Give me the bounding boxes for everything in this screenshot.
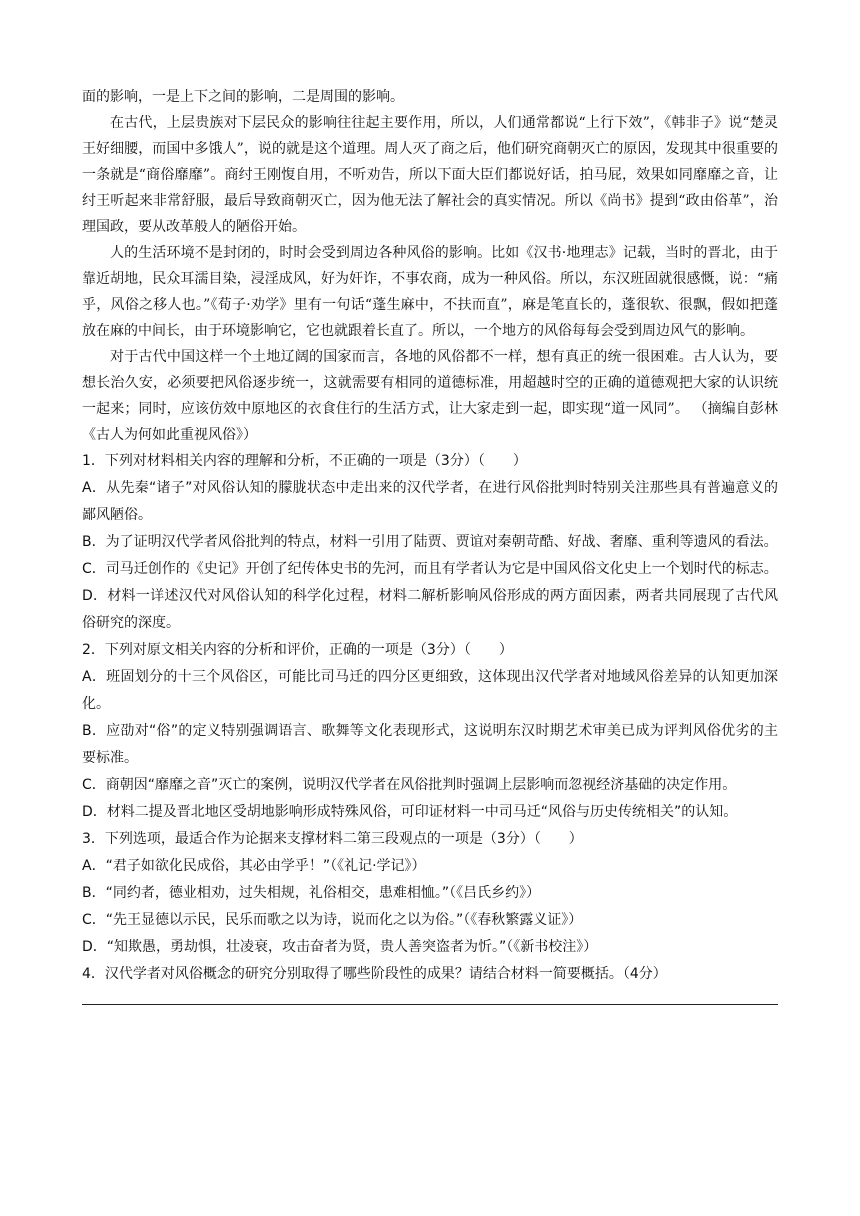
question-1 (82, 448, 778, 637)
option-c[interactable]: C．司马迁创作的《史记》开创了纪传体史书的先河，而且有学者认为它是中国风俗文化史上一个划时代的标志。 (82, 561, 778, 577)
option-a[interactable]: A．从先秦“诸子”对风俗认知的朦胧状态中走出来的汉代学者，在进行风俗批判时特别关注那些具有普遍意义的鄙风陋俗。 (82, 480, 778, 523)
option-b[interactable]: B．应劭对“俗”的定义特别强调语言、歌舞等文化表现形式，这说明东汉时期艺术审美已成为评判风俗优劣的主要标准。 (82, 723, 778, 766)
question-stem: 4．汉代学者对风俗概念的研究分别取得了哪些阶段性的成果？请结合材料一简要概括。（4分） (82, 966, 667, 982)
question-stem: 2．下列对原文相关内容的分析和评价，正确的一项是（3分）（ ） (82, 642, 513, 658)
option-d[interactable]: D．材料一详述汉代对风俗认知的科学化过程，材料二解析影响风俗形成的两方面因素，两者共同展现了古代风俗研究的深度。 (82, 588, 778, 631)
question-2 (82, 637, 778, 826)
option-a[interactable]: A．班固划分的十三个风俗区，可能比司马迁的四分区更细致，这体现出汉代学者对地域风俗差异的认知更加深化。 (82, 669, 778, 712)
passage-paragraph: 人的生活环境不是封闭的，时时会受到周边各种风俗的影响。比如《汉书·地理志》记载，当时的晋北，由于靠近胡地，民众耳濡目染，浸淫成风，好为奸诈，不事农商，成为一种风俗。所以，东汉班固就很感慨，说：“痛乎，风俗之移人也。”《荀子·劝学》里有一句话“蓬生麻中，不扶而直”，麻是笔直长的，蓬很软、很飘，假如把蓬放在麻的中间长，由于环境影响它，它也就跟着长直了。所以，一个地方的风俗每每会受到周边风气的影响。 (82, 245, 778, 339)
passage-paragraph: 面的影响，一是上下之间的影响，二是周围的影响。 (82, 89, 404, 105)
reading-passage (82, 84, 778, 448)
option-b[interactable]: B．为了证明汉代学者风俗批判的特点，材料一引用了陆贾、贾谊对秦朝苛酷、好战、奢靡、重利等遗风的看法。 (82, 534, 778, 550)
question-3 (82, 826, 778, 961)
answer-line[interactable] (82, 1004, 778, 1005)
question-4 (82, 961, 778, 1005)
option-c[interactable]: C．商朝因“靡靡之音”灭亡的案例，说明汉代学者在风俗批判时强调上层影响而忽视经济基础的决定作用。 (82, 777, 737, 793)
question-stem: 3．下列选项，最适合作为论据来支撑材料二第三段观点的一项是（3分）（ ） (82, 831, 583, 847)
option-c[interactable]: C．“先王显德以示民，民乐而歌之以为诗，说而化之以为俗。”（《春秋繁露义证》） (82, 912, 583, 928)
question-stem: 1．下列对材料相关内容的理解和分析，不正确的一项是（3分）（ ） (82, 453, 527, 469)
option-d[interactable]: D．材料二提及晋北地区受胡地影响形成特殊风俗，可印证材料一中司马迁“风俗与历史传统相关”的认知。 (82, 804, 738, 820)
passage-paragraph: 对于古代中国这样一个土地辽阔的国家而言，各地的风俗都不一样，想有真正的统一很困难。古人认为，要想长治久安，必须要把风俗逐步统一，这就需要有相同的道德标准，用超越时空的正确的道德观把大家的认识统一起来；同时，应该仿效中原地区的衣食住行的生活方式，让大家走到一起，即实现“道一风同”。 （摘编自彭林《古人为何如此重视风俗》） (82, 349, 778, 443)
option-b[interactable]: B．“同约者，德业相劝，过失相规，礼俗相交，患难相恤。”（《吕氏乡约》） (82, 885, 541, 901)
option-a[interactable]: A．“君子如欲化民成俗，其必由学乎！”（《礼记·学记》） (82, 858, 426, 874)
option-d[interactable]: D．“知欺愚，勇劫惧，壮凌衰，攻击奋者为贤，贵人善突盗者为忻。”（《新书校注》） (82, 939, 598, 955)
passage-paragraph: 在古代，上层贵族对下层民众的影响往往起主要作用，所以，人们通常都说“上行下效”，《韩非子》说“楚灵王好细腰，而国中多饿人”，说的就是这个道理。周人灭了商之后，他们研究商朝灭亡的原因，发现其中很重要的一条就是“商俗靡靡”。商纣王刚愎自用，不听劝告，所以下面大臣们都说好话，拍马屁，效果如同靡靡之音，让纣王听起来非常舒服，最后导致商朝灭亡，因为他无法了解社会的真实情况。所以《尚书》提到“政由俗革”，治理国政，要从改革般人的陋俗开始。 (82, 115, 778, 235)
